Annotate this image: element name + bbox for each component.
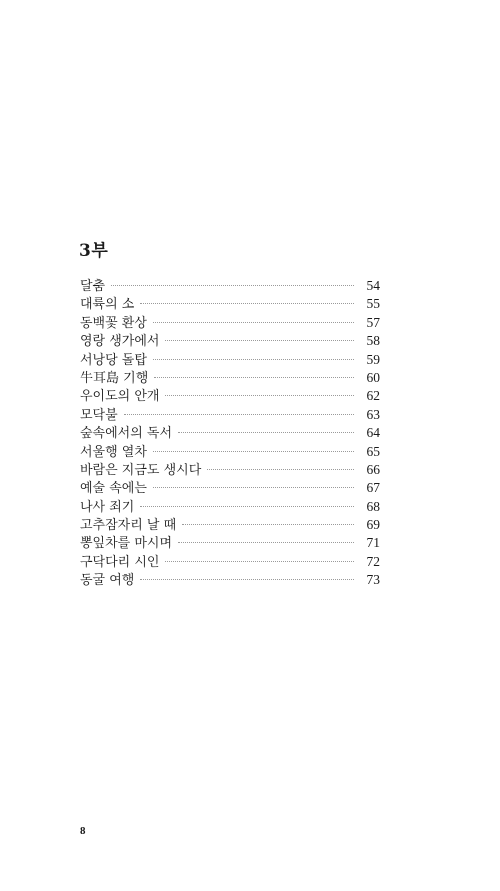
dot-leader xyxy=(153,451,354,452)
toc-entry-page: 60 xyxy=(366,369,380,385)
toc-entry-page: 72 xyxy=(366,553,380,569)
toc-entry-title: 영랑 생가에서 xyxy=(80,334,160,350)
toc-entry-page: 65 xyxy=(366,443,380,459)
dot-leader xyxy=(182,524,354,525)
dot-leader xyxy=(165,340,354,341)
toc-entry xyxy=(80,424,380,442)
toc-entry-title: 대륙의 소 xyxy=(80,297,135,313)
toc-entry xyxy=(80,277,380,295)
toc-entry-title: 동굴 여행 xyxy=(80,573,135,589)
dot-leader xyxy=(178,432,354,433)
toc-entry-page: 71 xyxy=(366,535,380,551)
toc-entry-page: 69 xyxy=(366,517,380,533)
toc-entry-title: 나사 죄기 xyxy=(80,499,135,515)
toc-entry xyxy=(80,332,380,350)
toc-entry-page: 63 xyxy=(366,406,380,422)
dot-leader xyxy=(153,487,354,488)
dot-leader xyxy=(165,395,354,396)
toc-entry-title: 우이도의 안개 xyxy=(80,389,160,405)
toc-entry-page: 62 xyxy=(366,388,380,404)
toc-entry-title: 숲속에서의 독서 xyxy=(80,426,173,442)
toc-entry xyxy=(80,479,380,497)
toc-entry xyxy=(80,351,380,369)
toc-entry-title: 뽕잎차를 마시며 xyxy=(80,536,173,552)
toc-entry xyxy=(80,295,380,313)
dot-leader xyxy=(153,322,354,323)
table-of-contents xyxy=(80,277,380,590)
toc-entry-title: 바람은 지금도 생시다 xyxy=(80,462,202,478)
toc-entry xyxy=(80,369,380,387)
toc-entry-page: 66 xyxy=(366,461,380,477)
toc-entry xyxy=(80,406,380,424)
dot-leader xyxy=(165,561,354,562)
dot-leader xyxy=(140,506,354,507)
toc-entry-page: 73 xyxy=(366,572,380,588)
dot-leader xyxy=(111,285,354,286)
toc-entry xyxy=(80,553,380,571)
toc-entry-title: 예술 속에는 xyxy=(80,481,147,497)
dot-leader xyxy=(178,542,354,543)
toc-entry-title: 서울행 열차 xyxy=(80,444,147,460)
toc-entry-page: 64 xyxy=(366,425,380,441)
toc-entry-page: 54 xyxy=(366,278,380,293)
toc-entry-page: 67 xyxy=(366,480,380,496)
toc-entry xyxy=(80,571,380,589)
toc-entry-page: 55 xyxy=(366,296,380,312)
toc-entry-page: 59 xyxy=(366,351,380,367)
toc-entry-title: 동백꽃 환상 xyxy=(80,315,147,331)
section-title: 3부 xyxy=(79,241,109,261)
toc-entry-title: 모닥불 xyxy=(80,407,118,423)
toc-entry xyxy=(80,314,380,332)
toc-entry xyxy=(80,534,380,552)
toc-entry xyxy=(80,516,380,534)
dot-leader xyxy=(124,414,354,415)
dot-leader xyxy=(153,359,354,360)
toc-entry xyxy=(80,498,380,516)
dot-leader xyxy=(140,303,354,304)
toc-entry xyxy=(80,461,380,479)
toc-entry-page: 57 xyxy=(366,314,380,330)
toc-entry-title: 牛耳島 기행 xyxy=(80,370,149,386)
page-number: 8 xyxy=(80,825,86,837)
toc-entry xyxy=(80,443,380,461)
dot-leader xyxy=(140,579,354,580)
toc-entry-page: 68 xyxy=(366,498,380,514)
toc-entry-title: 고추잠자리 날 때 xyxy=(80,518,177,534)
toc-entry-title: 서낭당 돌탑 xyxy=(80,352,147,368)
toc-entry-title: 구닥다리 시인 xyxy=(80,554,160,570)
dot-leader xyxy=(207,469,354,470)
toc-entry xyxy=(80,387,380,405)
dot-leader xyxy=(154,377,354,378)
toc-entry-title: 달춤 xyxy=(80,279,106,294)
toc-entry-page: 58 xyxy=(366,333,380,349)
